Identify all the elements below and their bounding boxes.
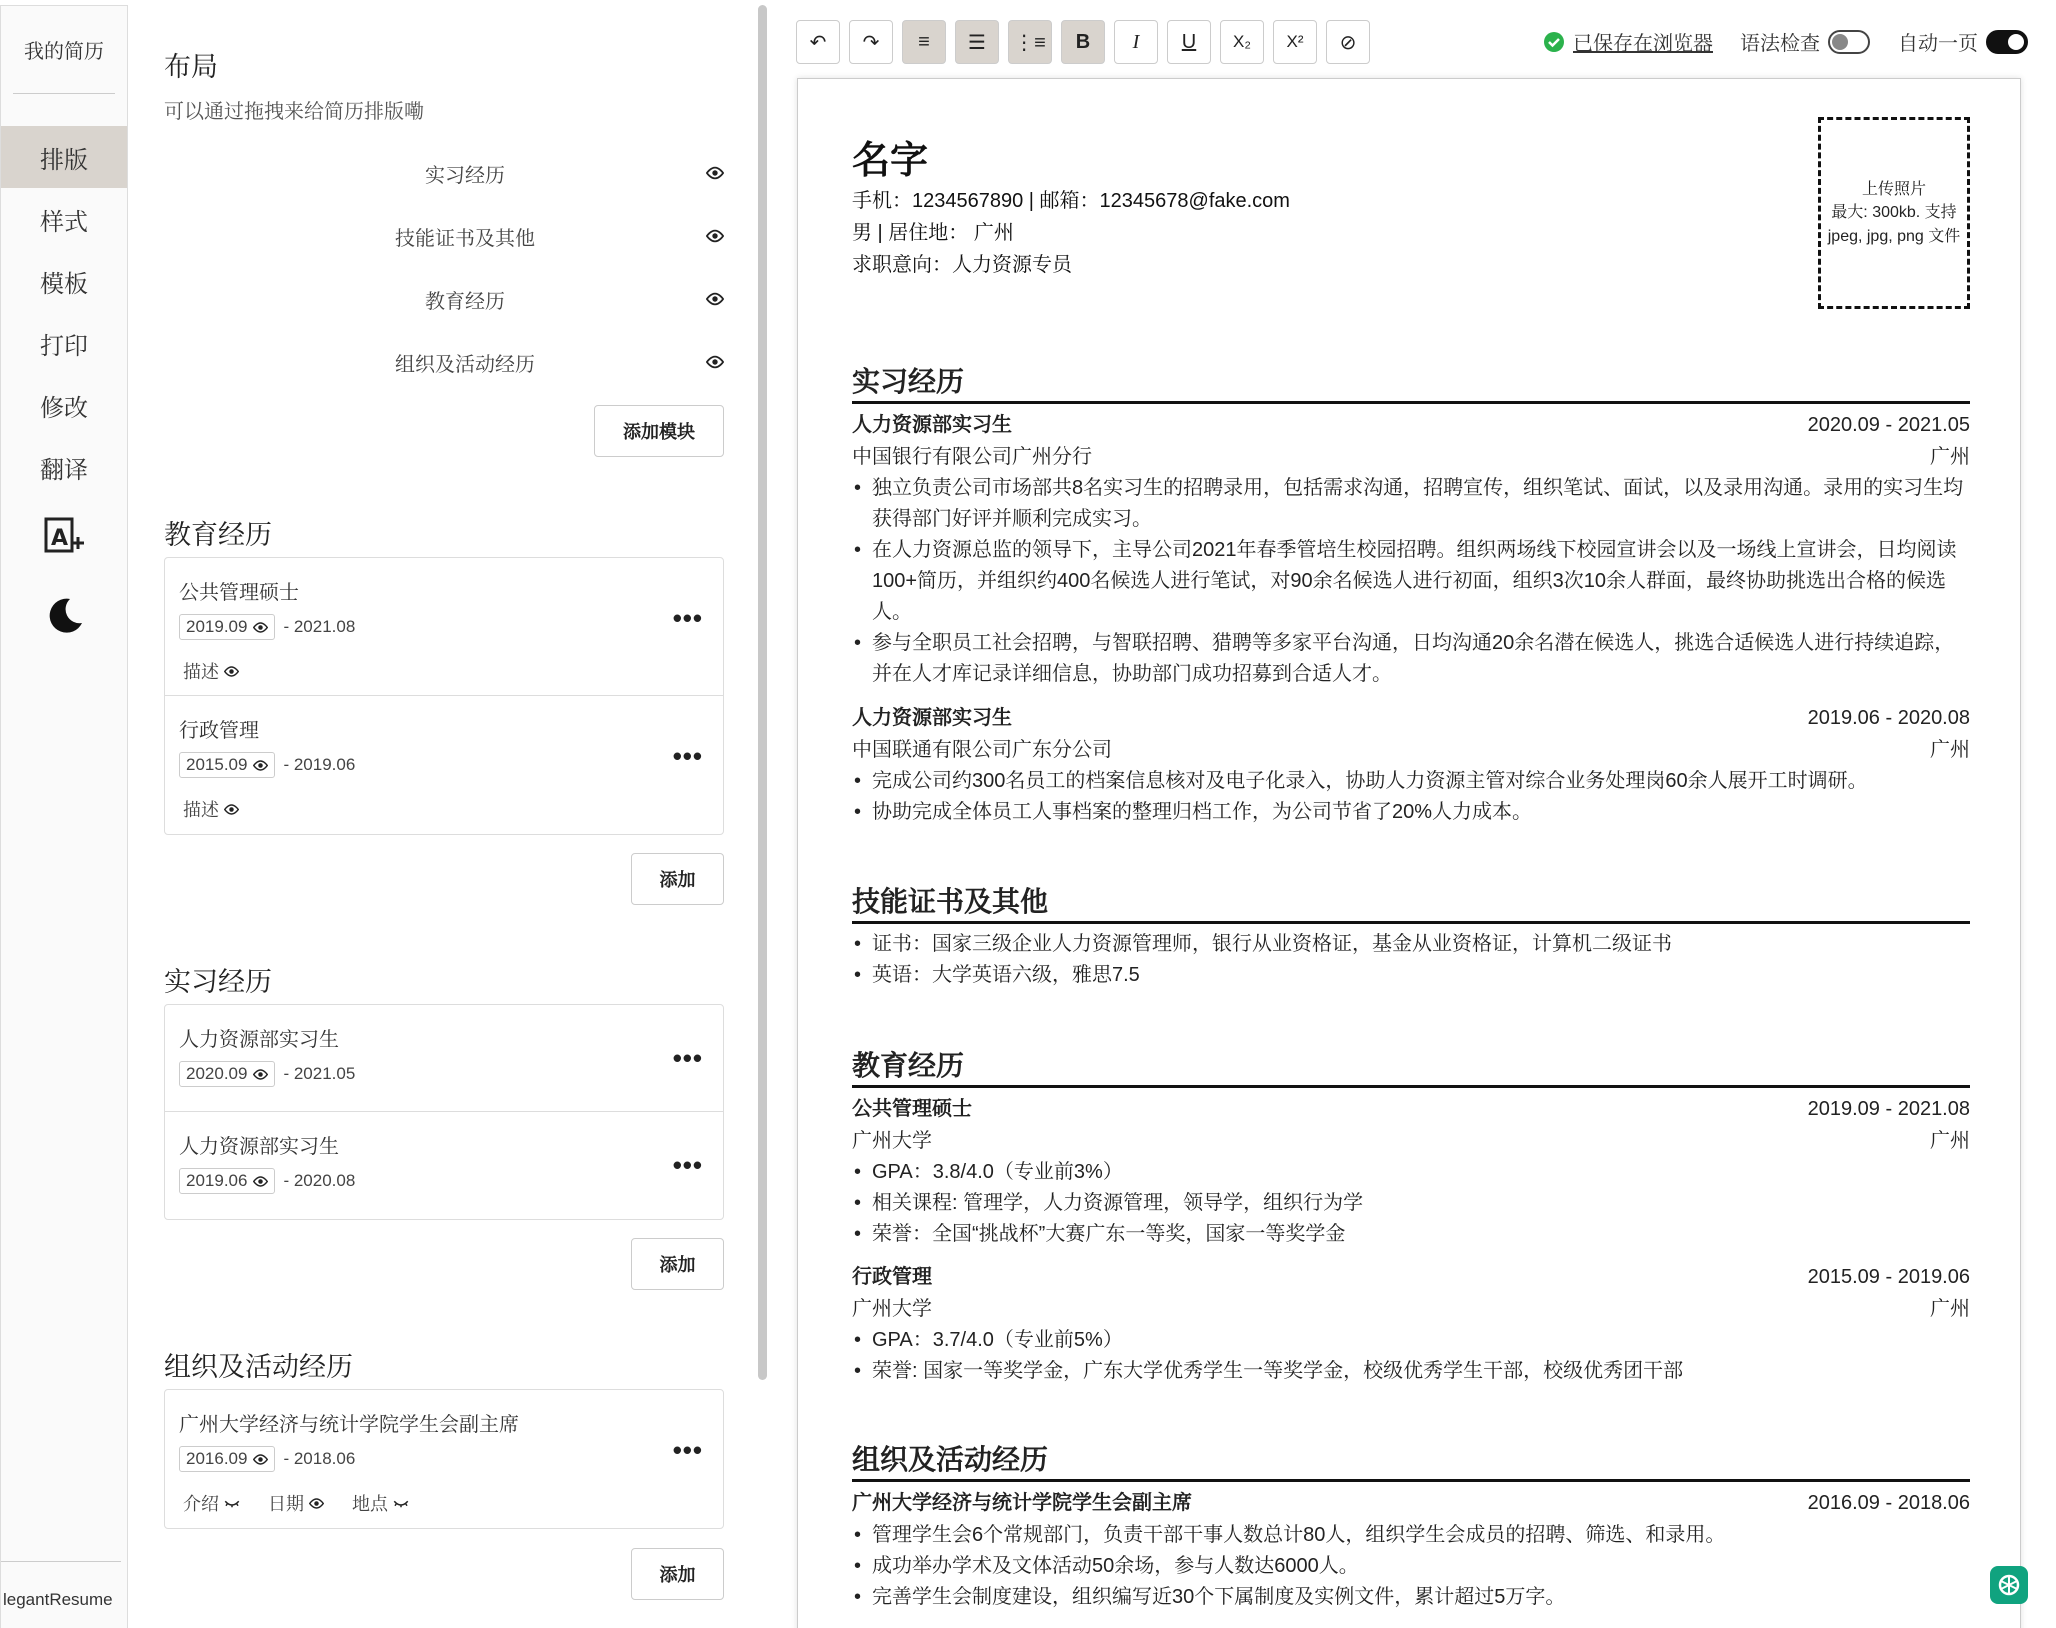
auto-one-page-toggle[interactable]: [1986, 30, 2028, 54]
eye-icon[interactable]: [224, 802, 239, 817]
nav-item-style[interactable]: 样式: [40, 208, 88, 236]
nav-item-translate[interactable]: 翻译: [40, 456, 88, 484]
resume-section-title[interactable]: 实习经历: [852, 365, 1970, 404]
entry-city: 广州: [1930, 1298, 1970, 1320]
ai-assistant-icon[interactable]: [1990, 1566, 2028, 1604]
photo-line: jpeg, jpg, png 文件: [1827, 227, 1961, 245]
layout-module-row[interactable]: [164, 342, 724, 382]
end-date[interactable]: - 2020.08: [283, 1171, 356, 1190]
entry-school: 广州大学: [852, 1130, 932, 1152]
entry-school: 广州大学: [852, 1298, 932, 1320]
education-entry[interactable]: [165, 696, 723, 834]
resume-bullets[interactable]: [852, 1325, 1970, 1387]
org-entry[interactable]: [165, 1390, 723, 1528]
editor-toolbar: [796, 20, 1370, 64]
entry-dates: [179, 1061, 355, 1087]
link-icon[interactable]: ⊘: [1326, 20, 1370, 64]
photo-line: 上传照片: [1861, 181, 1926, 199]
superscript-icon[interactable]: X²: [1273, 20, 1317, 64]
start-date-pill[interactable]: [179, 1061, 275, 1087]
start-date-pill[interactable]: [179, 752, 275, 778]
entry-dates: [179, 752, 355, 778]
entry-title[interactable]: 人力资源部实习生: [179, 1029, 339, 1051]
resume-name[interactable]: 名字: [852, 140, 929, 182]
bullet-item: • 英语：大学英语六级，雅思7.5: [852, 960, 1970, 991]
entry-city: 广州: [1930, 739, 1970, 761]
eye-icon[interactable]: [253, 1067, 268, 1082]
entry-degree: 公共管理硕士: [852, 1098, 972, 1120]
eye-icon[interactable]: [706, 164, 724, 182]
start-date-pill[interactable]: [179, 614, 275, 640]
education-editor-title: 教育经历: [164, 520, 272, 550]
start-date: 2016.09: [186, 1449, 248, 1468]
tag-date[interactable]: [268, 1490, 324, 1516]
entry-tags: [183, 1490, 409, 1516]
svg-text:A: A: [51, 526, 69, 551]
entry-date: 2019.09 - 2021.08: [1807, 1098, 1970, 1120]
eye-icon[interactable]: [309, 1496, 324, 1511]
auto-one-page-label: 自动一页: [1898, 33, 1978, 55]
entry-tags: [183, 796, 239, 822]
more-options-icon[interactable]: •••: [672, 1043, 703, 1073]
eye-hidden-icon[interactable]: [224, 1496, 240, 1511]
tag-label: 日期: [268, 1494, 304, 1514]
resume-section-title[interactable]: 技能证书及其他: [852, 885, 1970, 924]
layout-module-row[interactable]: [164, 216, 724, 256]
grammar-check-toggle[interactable]: [1828, 30, 1870, 54]
align-left-icon[interactable]: ≡: [902, 20, 946, 64]
start-date: 2019.06: [186, 1171, 248, 1190]
tag-intro[interactable]: [183, 1490, 240, 1516]
resume-entry-header[interactable]: [852, 411, 1970, 439]
eye-hidden-icon[interactable]: [393, 1496, 409, 1511]
eye-icon[interactable]: [706, 227, 724, 245]
education-card: [164, 557, 724, 835]
start-date-pill[interactable]: [179, 1446, 275, 1472]
underline-icon[interactable]: U: [1167, 20, 1211, 64]
bullet-item: • 在人力资源总监的领导下，主导公司2021年春季管培生校园招聘。组织两场线下校园宣讲会以及一场线上宣讲会，日均阅读100+简历，并组织约400名候选人进行笔试，对90余名候选人进行初面，组织3次10余人群面，最终协助挑选出合格的候选人。: [852, 535, 1970, 628]
editor-panel: [129, 5, 764, 1628]
entry-role: 人力资源部实习生: [852, 414, 1012, 436]
eye-icon[interactable]: [253, 1452, 268, 1467]
resume-bullets[interactable]: [852, 1520, 1970, 1613]
education-entry[interactable]: [165, 558, 723, 696]
end-date[interactable]: - 2019.06: [283, 755, 356, 774]
resume-gender-location[interactable]: 男 | 居住地： 广州: [852, 222, 1014, 244]
add-internship-button[interactable]: 添加: [631, 1238, 724, 1290]
entry-title[interactable]: 公共管理硕士: [179, 582, 299, 604]
photo-upload[interactable]: [1818, 117, 1970, 309]
auto-one-page: [1898, 27, 2028, 56]
add-org-button[interactable]: 添加: [631, 1548, 724, 1600]
bullet-item: • 独立负责公司市场部共8名实习生的招聘录用，包括需求沟通，招聘宣传，组织笔试、面试，以及录用沟通。录用的实习生均获得部门好评并顺利完成实习。: [852, 473, 1970, 535]
layout-module-row[interactable]: [164, 153, 724, 193]
entry-title[interactable]: 广州大学经济与统计学院学生会副主席: [179, 1414, 519, 1436]
saved-label[interactable]: 已保存在浏览器: [1573, 33, 1713, 55]
internship-editor-title: 实习经历: [164, 967, 272, 997]
nav-item-layout[interactable]: 排版: [1, 126, 127, 188]
add-module-button[interactable]: 添加模块: [594, 405, 724, 457]
bullet-item: • 协助完成全体员工人事档案的整理归档工作，为公司节省了20%人力成本。: [852, 797, 1970, 828]
eye-icon[interactable]: [253, 620, 268, 635]
resume-entry-sub[interactable]: [852, 443, 1970, 471]
bullet-item: • GPA：3.8/4.0（专业前3%）: [852, 1157, 1970, 1188]
start-date: 2020.09: [186, 1064, 248, 1083]
layout-module-label: 教育经历: [425, 290, 505, 313]
entry-dates: [179, 1168, 355, 1194]
entry-dates: [179, 614, 355, 640]
brand-name[interactable]: legantResume: [1, 1561, 121, 1610]
layout-title: 布局: [164, 52, 218, 82]
start-date-pill[interactable]: [179, 1168, 275, 1194]
start-date: 2015.09: [186, 755, 248, 774]
entry-title[interactable]: 人力资源部实习生: [179, 1136, 339, 1158]
resume-entry-sub[interactable]: [852, 1127, 1970, 1155]
resume-bullets[interactable]: [852, 929, 1970, 991]
bold-icon[interactable]: B: [1061, 20, 1105, 64]
resume-bullets[interactable]: [852, 1157, 1970, 1250]
entry-city: 广州: [1930, 1130, 1970, 1152]
numbered-list-icon[interactable]: ⋮≡: [1008, 20, 1052, 64]
nav-item-print[interactable]: 打印: [40, 332, 88, 360]
subscript-icon[interactable]: X₂: [1220, 20, 1264, 64]
bullet-item: • 相关课程: 管理学，人力资源管理，领导学，组织行为学: [852, 1188, 1970, 1219]
eye-icon[interactable]: [253, 1174, 268, 1189]
tag-description[interactable]: [183, 796, 239, 822]
start-date: 2019.09: [186, 617, 248, 636]
nav-item-edit[interactable]: 修改: [40, 394, 88, 422]
left-nav: [0, 5, 128, 1628]
check-circle-icon: [1543, 31, 1565, 53]
redo-icon[interactable]: ↷: [849, 20, 893, 64]
tag-label: 地点: [352, 1494, 388, 1514]
eye-icon[interactable]: [253, 758, 268, 773]
eye-icon[interactable]: [706, 290, 724, 308]
end-date[interactable]: - 2021.05: [283, 1064, 356, 1083]
layout-module-label: 技能证书及其他: [395, 227, 535, 250]
nav-title[interactable]: 我的简历: [13, 6, 115, 94]
resume-contact[interactable]: 手机：1234567890 | 邮箱：12345678@fake.com: [852, 190, 1290, 212]
resume-bullets[interactable]: [852, 766, 1970, 828]
org-card: [164, 1389, 724, 1529]
bullet-list-icon[interactable]: ☰: [955, 20, 999, 64]
tag-label: 描述: [183, 662, 219, 682]
resume-bullets[interactable]: [852, 473, 1970, 690]
bullet-item: • 完成公司约300名员工的档案信息核对及电子化录入，协助人力资源主管对综合业务处理岗60余人展开工时调研。: [852, 766, 1970, 797]
resume-entry-header[interactable]: [852, 1489, 1970, 1517]
grammar-check: [1740, 27, 1870, 56]
end-date[interactable]: - 2018.06: [283, 1449, 356, 1468]
nav-item-template[interactable]: 模板: [40, 270, 88, 298]
resume-section-title[interactable]: 教育经历: [852, 1049, 1970, 1088]
entry-city: 广州: [1930, 446, 1970, 468]
entry-date: 2020.09 - 2021.05: [1807, 414, 1970, 436]
more-options-icon[interactable]: •••: [672, 741, 703, 771]
bullet-item: • GPA：3.7/4.0（专业前5%）: [852, 1325, 1970, 1356]
entry-role: 广州大学经济与统计学院学生会副主席: [852, 1492, 1192, 1514]
resume-section-title[interactable]: 组织及活动经历: [852, 1443, 1970, 1482]
layout-module-label: 实习经历: [425, 164, 505, 187]
bullet-item: • 荣誉: 国家一等奖学金，广东大学优秀学生一等奖学金，校级优秀学生干部，校级优秀团干部: [852, 1356, 1970, 1387]
entry-date: 2015.09 - 2019.06: [1807, 1266, 1970, 1288]
resume-entry-header[interactable]: [852, 1095, 1970, 1123]
resume-entry-sub[interactable]: [852, 1295, 1970, 1323]
end-date[interactable]: - 2021.08: [283, 617, 356, 636]
entry-degree: 行政管理: [852, 1266, 932, 1288]
eye-icon[interactable]: [706, 353, 724, 371]
entry-company: 中国银行有限公司广州分行: [852, 446, 1092, 468]
entry-tags: [183, 658, 239, 684]
bullet-item: • 完善学生会制度建设，组织编写近30个下属制度及实例文件，累计超过5万字。: [852, 1582, 1970, 1613]
more-options-icon[interactable]: •••: [672, 1150, 703, 1180]
layout-module-label: 组织及活动经历: [395, 353, 535, 376]
internship-card: [164, 1004, 724, 1220]
tag-label: 描述: [183, 800, 219, 820]
italic-icon[interactable]: I: [1114, 20, 1158, 64]
entry-dates: [179, 1446, 355, 1472]
layout-module-row[interactable]: [164, 279, 724, 319]
resume-page[interactable]: [797, 78, 2021, 1628]
undo-icon[interactable]: ↶: [796, 20, 840, 64]
bullet-item: • 成功举办学术及文体活动50余场，参与人数达6000人。: [852, 1551, 1970, 1582]
tag-description[interactable]: [183, 658, 239, 684]
entry-role: 人力资源部实习生: [852, 707, 1012, 729]
layout-subtitle: 可以通过拖拽来给简历排版嘞: [164, 101, 424, 123]
more-options-icon[interactable]: •••: [672, 1435, 703, 1465]
dark-mode-moon-icon[interactable]: [1, 576, 127, 654]
internship-entry[interactable]: [165, 1005, 723, 1112]
add-education-button[interactable]: 添加: [631, 853, 724, 905]
org-editor-title: 组织及活动经历: [164, 1352, 353, 1382]
font-size-icon[interactable]: [1, 498, 127, 576]
entry-date: 2016.09 - 2018.06: [1807, 1492, 1970, 1514]
bullet-item: • 荣誉：全国“挑战杯”大赛广东一等奖，国家一等奖学金: [852, 1219, 1970, 1250]
more-options-icon[interactable]: •••: [672, 603, 703, 633]
bullet-item: • 证书：国家三级企业人力资源管理师，银行从业资格证，基金从业资格证，计算机二级证书: [852, 929, 1970, 960]
entry-date: 2019.06 - 2020.08: [1807, 707, 1970, 729]
entry-title[interactable]: 行政管理: [179, 720, 259, 742]
tag-label: 介绍: [183, 1494, 219, 1514]
bullet-item: • 参与全职员工社会招聘，与智联招聘、猎聘等多家平台沟通，日均沟通20余名潜在候选人，挑选合适候选人进行持续追踪，并在人才库记录详细信息，协助部门成功招募到合适人才。: [852, 628, 1970, 690]
save-status[interactable]: [1543, 27, 1713, 56]
eye-icon[interactable]: [224, 664, 239, 679]
resume-entry-sub[interactable]: [852, 736, 1970, 764]
internship-entry[interactable]: [165, 1112, 723, 1219]
grammar-check-label: 语法检查: [1740, 33, 1820, 55]
photo-line: 最大: 300kb. 支持: [1831, 204, 1957, 222]
resume-objective[interactable]: 求职意向：人力资源专员: [852, 254, 1072, 276]
entry-company: 中国联通有限公司广东分公司: [852, 739, 1112, 761]
resume-entry-header[interactable]: [852, 704, 1970, 732]
bullet-item: • 管理学生会6个常规部门，负责干部干事人数总计80人，组织学生会成员的招聘、筛选、和录用。: [852, 1520, 1970, 1551]
tag-location[interactable]: [352, 1490, 409, 1516]
resume-entry-header[interactable]: [852, 1263, 1970, 1291]
panel-scrollbar[interactable]: [758, 5, 767, 1380]
